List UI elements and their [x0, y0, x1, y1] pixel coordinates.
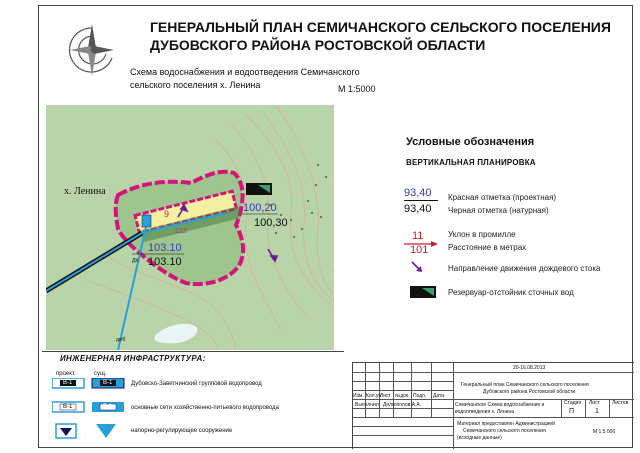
legend-subtitle: ВЕРТИКАЛЬНАЯ ПЛАНИРОВКА [406, 158, 536, 167]
stamp-stage: П [569, 408, 575, 415]
stamp-source-3: (исходные данные) [457, 435, 502, 441]
infra-pipe-tag-2: В-1 [103, 380, 113, 386]
stamp-doc-region: Дубовского района Ростовской области [483, 389, 576, 395]
small-label-bottom: дк/б [116, 337, 126, 343]
legend-red-mark-label: Красная отметка (проектная) [448, 193, 557, 202]
infra-pipe-tag-4: В-1 [103, 404, 113, 410]
stamp-sheet-header: Лист [589, 400, 600, 406]
legend-black-mark-label: Черная отметка (натурная) [448, 206, 549, 215]
stamp-source-2: Семичанского сельского поселения [463, 428, 546, 434]
legend-reservoir-label: Резервуар-отстойник сточных вод [448, 288, 574, 297]
infra-col-existing: сущ. [94, 371, 107, 377]
slope-value: 9 [164, 209, 170, 219]
red-mark-right: 100,20 [243, 202, 277, 214]
infra-col-project: проект. [56, 371, 76, 377]
infra-title: ИНЖЕНЕРНАЯ ИНФРАСТРУКТУРА: [60, 354, 206, 363]
legend-slope-value: 11 [412, 230, 424, 242]
scale-label: М 1:5000 [338, 84, 376, 94]
legend-title: Условные обозначения [406, 136, 535, 148]
stamp-sheet: 1 [595, 408, 599, 415]
stamp-source-1: Материал предоставлен Администрацией [457, 421, 555, 427]
stamp-drawing-title-2: водоотведения х. Ленина [455, 409, 514, 415]
legend-distance-label: Расстояние в метрах [448, 243, 527, 252]
legend-rain-arrow-icon [410, 260, 424, 274]
stamp-col-1: Кол.уч [366, 393, 381, 399]
infra-row-1: Дубовско-Заветнинский групповой водопровод [131, 381, 262, 387]
stamp-col-0: Изм. [353, 393, 364, 399]
stamp-date: 20-16.08.2013 [513, 365, 546, 371]
stamp-performer-name: Долгополов А.А. [383, 402, 422, 408]
infra-divider [42, 351, 344, 352]
legend-distance-value: 101 [410, 244, 429, 256]
stamp-sheets-header: Листов [612, 400, 629, 406]
legend-red-mark: 93,40 [404, 187, 432, 199]
infra-pipe-tag-3: В-1 [63, 404, 73, 410]
stamp-col-3: №док. [395, 393, 410, 399]
infra-symbols [52, 378, 128, 442]
stamp-col-2: Лист [380, 393, 391, 399]
legend-black-mark: 93,40 [404, 203, 432, 215]
scheme-subtitle: Схема водоснабжения и водоотведения Семичанского сельского поселения х. Ленина [130, 67, 360, 90]
black-mark-right: 100,30 [254, 217, 288, 229]
distance-value: 122 [175, 228, 187, 235]
title-block [352, 362, 634, 449]
stamp-col-4: Подп. [413, 393, 427, 399]
legend-reservoir-icon [410, 286, 436, 298]
legend-slope-label: Уклон в промилле [448, 230, 516, 239]
infra-row-3: напорно-регулирующее сооружение [131, 428, 233, 434]
settlement-label: х. Ленина [64, 186, 106, 197]
stamp-drawing-title: Семичанское Схема водоснабжения и [455, 402, 545, 408]
infra-pipe-tag-1: В-1 [63, 380, 73, 386]
stamp-stage-header: Стадия [564, 400, 582, 406]
small-label-left: ДК [132, 258, 139, 264]
legend-rain-label: Направление движения дождевого стока [448, 264, 601, 273]
map-canvas[interactable] [46, 105, 334, 350]
stamp-col-5: Дата [433, 393, 445, 399]
logo-compass-icon [66, 22, 118, 80]
black-mark-left: 103.10 [148, 256, 182, 268]
legend-mark-divider [404, 200, 438, 201]
pressure-station-icon [142, 215, 151, 227]
infra-row-2: основные сети хозяйственно-питьевого водопровода [131, 405, 280, 411]
page-title: ГЕНЕРАЛЬНЫЙ ПЛАН СЕМИЧАНСКОГО СЕЛЬСКОГО ПОСЕЛЕНИЯ ДУБОВСКОГО РАЙОНА РОСТОВСКОЙ ОБЛАСТИ [150, 19, 611, 53]
stamp-doc-title: Генеральный план Семичанского сельского поселения [461, 382, 589, 388]
stamp-performer-role: Выполнил [355, 402, 379, 408]
red-mark-left: 103.10 [148, 242, 182, 254]
stamp-scale: М 1:5 000 [593, 429, 616, 435]
